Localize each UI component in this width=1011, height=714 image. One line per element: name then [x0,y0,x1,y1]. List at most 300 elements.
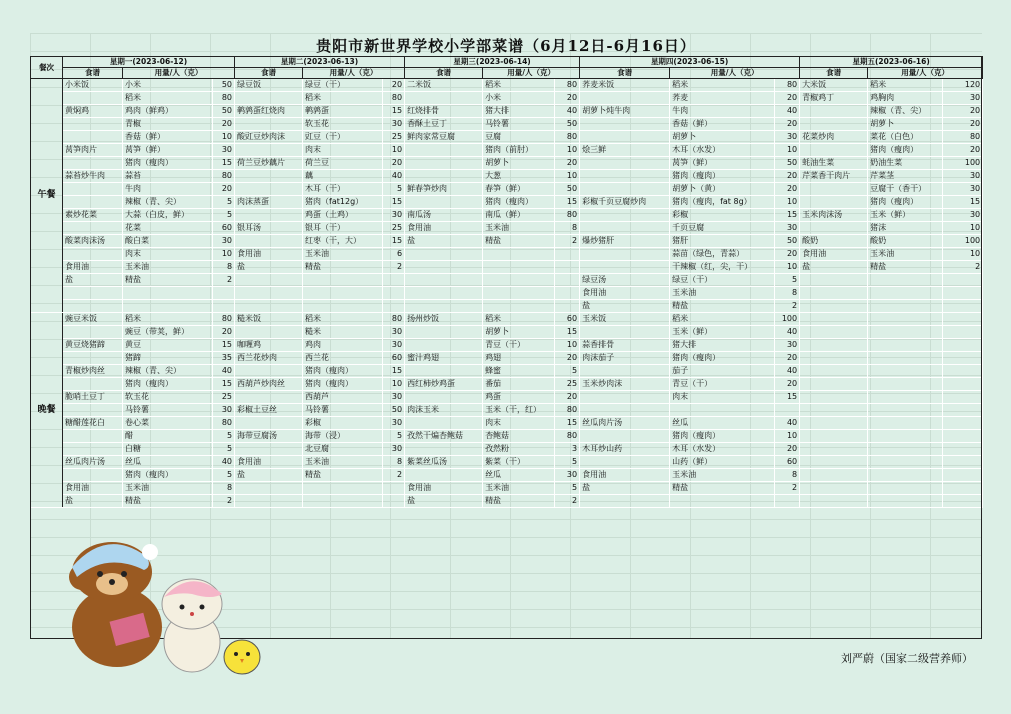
ingredient-name: 猪肉（前肘） [483,144,555,157]
ingredient-name: 银耳（干） [303,222,383,235]
table-row [31,170,983,183]
ingredient-name: 西兰花 [303,352,383,365]
ingredient-amount [943,456,983,469]
dish-name [63,300,123,313]
dish-name: 食用油 [580,469,670,482]
dish-name [235,287,303,300]
ingredient-name: 海带（浸） [303,430,383,443]
dish-name [63,196,123,209]
dish-name: 蚝油生菜 [800,157,868,170]
ingredient-name: 豆腐 [483,131,555,144]
dish-name [405,157,483,170]
dish-subheader: 食谱 [235,68,303,79]
ingredient-name: 玉米油 [483,222,555,235]
ingredient-amount: 2 [213,274,235,287]
ingredient-name: 小米 [123,79,213,92]
ingredient-name: 软玉花 [123,391,213,404]
dish-name [580,222,670,235]
ingredient-name: 马铃薯 [123,404,213,417]
ingredient-name: 芹菜茎 [868,170,943,183]
dish-name [580,391,670,404]
dish-name [235,118,303,131]
ingredient-name: 精盐 [483,495,555,508]
ingredient-amount: 40 [775,326,800,339]
dish-name: 食用油 [63,261,123,274]
ingredient-amount [943,417,983,430]
ingredient-amount: 40 [555,105,580,118]
dish-name: 盐 [405,495,483,508]
ingredient-name: 稻米 [868,79,943,92]
ingredient-name: 茄子 [670,365,775,378]
dish-name: 孜然干煸杏鲍菇 [405,430,483,443]
ingredient-amount: 15 [775,209,800,222]
meal-header: 餐次 [31,57,63,79]
dish-name: 蒜苔炒牛肉 [63,170,123,183]
table-row [31,261,983,274]
dish-name [63,469,123,482]
dish-name [800,456,868,469]
ingredient-name: 软玉花 [303,118,383,131]
ingredient-name: 猪肉（fat12g） [303,196,383,209]
ingredient-amount: 80 [383,313,405,326]
dish-subheader: 食谱 [800,68,868,79]
dish-name [235,365,303,378]
ingredient-amount [943,430,983,443]
dish-name [580,118,670,131]
dish-name [800,391,868,404]
dish-name [405,300,483,313]
ingredient-amount: 50 [213,105,235,118]
ingredient-name [483,300,555,313]
dish-name [800,339,868,352]
ingredient-amount: 5 [213,430,235,443]
dish-name [800,352,868,365]
dish-name: 食用油 [800,248,868,261]
ingredient-amount: 10 [943,248,983,261]
ingredient-amount: 5 [213,469,235,482]
ingredient-amount: 10 [213,248,235,261]
dish-name: 烩三鲜 [580,144,670,157]
ingredient-name: 胡萝卜 [868,118,943,131]
ingredient-amount: 30 [213,404,235,417]
ingredient-amount [383,300,405,313]
ingredient-name: 北豆腐 [303,443,383,456]
ingredient-name: 蒜苗（绿色，青蒜） [670,248,775,261]
bear-icon [69,542,162,667]
ingredient-amount: 2 [383,469,405,482]
ingredient-name [670,495,775,508]
ingredient-amount: 6 [383,248,405,261]
ingredient-amount: 10 [213,131,235,144]
ingredient-amount: 5 [383,183,405,196]
ingredient-name [868,274,943,287]
ingredient-name [868,404,943,417]
table-row [31,105,983,118]
ingredient-name [483,248,555,261]
dish-name [580,430,670,443]
ingredient-name [303,495,383,508]
ingredient-amount: 15 [943,196,983,209]
day-header-row [31,57,983,68]
ingredient-amount: 35 [213,352,235,365]
dish-name [580,326,670,339]
ingredient-amount: 80 [383,92,405,105]
dish-name [800,469,868,482]
dish-name [235,92,303,105]
ingredient-amount [213,300,235,313]
ingredient-amount: 15 [213,378,235,391]
ingredient-amount: 5 [555,482,580,495]
table-row [31,352,983,365]
ingredient-amount: 25 [383,222,405,235]
meal-label: 晚餐 [31,313,63,508]
table-row [31,339,983,352]
dish-name: 糖醋莲花白 [63,417,123,430]
ingredient-amount: 20 [775,183,800,196]
day-header-5: 星期五(2023-06-16) [800,57,983,68]
dish-subheader: 食谱 [63,68,123,79]
ingredient-amount: 10 [555,170,580,183]
dish-name [63,131,123,144]
ingredient-name: 肉末 [670,391,775,404]
dish-name: 彩椒土豆丝 [235,404,303,417]
ingredient-amount: 8 [383,456,405,469]
ingredient-name: 稻米 [483,79,555,92]
ingredient-amount: 30 [213,144,235,157]
ingredient-amount [555,261,580,274]
ingredient-amount: 30 [943,170,983,183]
dish-name [63,157,123,170]
dish-name [800,196,868,209]
dish-name: 蜜汁鸡翅 [405,352,483,365]
dish-name: 香酥土豆丁 [405,118,483,131]
ingredient-name: 猪肉（瘦肉） [868,144,943,157]
chick-icon [224,640,260,674]
ingredient-amount: 20 [555,352,580,365]
ingredient-name: 鸡肉 [303,339,383,352]
ingredient-name: 酸白菜 [123,235,213,248]
ingredient-name: 鸡蛋（土鸡） [303,209,383,222]
ingredient-name: 胡萝卜 [483,157,555,170]
ingredient-amount: 40 [383,170,405,183]
table-row [31,131,983,144]
ingredient-name: 荞麦 [670,92,775,105]
ingredient-name: 香菇（鲜） [670,118,775,131]
ingredient-amount: 15 [555,196,580,209]
ingredient-amount: 80 [213,313,235,326]
ingredient-amount: 8 [775,469,800,482]
ingredient-name [868,495,943,508]
ingredient-amount: 15 [213,157,235,170]
ingredient-name [483,261,555,274]
ingredient-amount: 20 [775,118,800,131]
dish-name [800,105,868,118]
dish-name: 彩椒千页豆腐炒肉 [580,196,670,209]
ingredient-name: 丝瓜 [483,469,555,482]
ingredient-amount [943,495,983,508]
dish-name: 肉沫蒸蛋 [235,196,303,209]
ingredient-name: 黄豆 [123,339,213,352]
ingredient-amount: 15 [383,105,405,118]
table-row [31,300,983,313]
ingredient-name: 干辣椒（红，尖，干） [670,261,775,274]
ingredient-amount: 30 [775,131,800,144]
dish-name: 鲜春笋炒肉 [405,183,483,196]
ingredient-amount [943,274,983,287]
ingredient-amount [213,287,235,300]
dish-name [580,183,670,196]
dish-name: 咖喱鸡 [235,339,303,352]
table-row [31,274,983,287]
ingredient-amount: 10 [555,339,580,352]
dish-name [580,157,670,170]
ingredient-amount [943,443,983,456]
ingredient-amount [775,495,800,508]
table-row [31,209,983,222]
dish-name [63,92,123,105]
dish-name: 酸奶 [800,235,868,248]
ingredient-amount: 2 [555,495,580,508]
ingredient-name: 稻米 [670,313,775,326]
ingredient-name [303,300,383,313]
dish-name: 鲜肉家常豆腐 [405,131,483,144]
ingredient-amount [943,391,983,404]
ingredient-name: 菜花（白色） [868,131,943,144]
ingredient-amount [943,287,983,300]
ingredient-subheader: 用量/人（克） [868,68,983,79]
ingredient-amount: 30 [943,209,983,222]
day-header-3: 星期三(2023-06-14) [405,57,580,68]
ingredient-amount: 20 [775,92,800,105]
ingredient-amount [943,404,983,417]
ingredient-name: 玉米（干，红） [483,404,555,417]
table-row [31,456,983,469]
ingredient-name: 精盐 [483,235,555,248]
dish-name: 青椒鸡丁 [800,92,868,105]
ingredient-amount [383,274,405,287]
dish-name [580,261,670,274]
ingredient-name: 西葫芦 [303,391,383,404]
ingredient-amount: 80 [213,170,235,183]
dish-name: 盐 [580,300,670,313]
ingredient-amount: 10 [555,144,580,157]
ingredient-name: 花菜 [123,222,213,235]
dish-name [235,144,303,157]
dish-name: 酸豇豆炒肉沫 [235,131,303,144]
ingredient-name [123,287,213,300]
dish-name: 爆炒猪肝 [580,235,670,248]
dish-name: 海带豆腐汤 [235,430,303,443]
dish-name [235,209,303,222]
ingredient-amount: 30 [775,339,800,352]
dish-name [63,326,123,339]
ingredient-name: 猪肝 [670,235,775,248]
ingredient-name: 青豆（干） [483,339,555,352]
ingredient-name: 猪肉（瘦肉） [123,378,213,391]
table-row [31,248,983,261]
table-row [31,183,983,196]
dish-name [405,248,483,261]
ingredient-amount: 80 [555,430,580,443]
ingredient-amount: 2 [213,495,235,508]
ingredient-name: 精盐 [303,469,383,482]
dish-name [800,326,868,339]
ingredient-amount [943,300,983,313]
ingredient-amount: 5 [213,209,235,222]
ingredient-amount: 20 [555,157,580,170]
ingredient-name: 猪肉（瘦肉） [123,157,213,170]
dish-name [405,417,483,430]
table-row [31,118,983,131]
ingredient-amount: 25 [383,131,405,144]
dish-name [235,300,303,313]
dish-name [63,287,123,300]
menu-table [30,56,983,508]
ingredient-subheader: 用量/人（克） [123,68,235,79]
ingredient-amount [555,300,580,313]
ingredient-name: 猪大排 [670,339,775,352]
dish-name [580,365,670,378]
ingredient-amount: 40 [775,417,800,430]
ingredient-name: 大蒜（白皮，鲜） [123,209,213,222]
ingredient-amount: 20 [943,105,983,118]
dish-name [405,326,483,339]
dish-name: 肉沫茄子 [580,352,670,365]
ingredient-amount: 50 [383,404,405,417]
ingredient-name: 肉末 [123,248,213,261]
ingredient-name: 辣椒（青、尖） [123,196,213,209]
ingredient-amount: 3 [555,443,580,456]
dish-name: 食用油 [580,287,670,300]
ingredient-name: 肉末 [303,144,383,157]
ingredient-amount: 40 [213,365,235,378]
ingredient-amount [943,378,983,391]
ingredient-amount: 20 [775,352,800,365]
dish-name: 丝瓜肉片汤 [63,456,123,469]
ingredient-amount: 20 [775,443,800,456]
ingredient-name: 精盐 [670,300,775,313]
dish-name: 绿豆汤 [580,274,670,287]
ingredient-name: 小米 [483,92,555,105]
ingredient-name: 杏鲍菇 [483,430,555,443]
ingredient-name: 玉米油 [483,482,555,495]
ingredient-name: 木耳（水发） [670,443,775,456]
ingredient-name [868,482,943,495]
ingredient-amount: 60 [775,456,800,469]
ingredient-amount: 5 [213,443,235,456]
day-header-4: 星期四(2023-06-15) [580,57,800,68]
ingredient-amount [383,287,405,300]
dish-name [405,443,483,456]
ingredient-amount: 20 [383,79,405,92]
ingredient-amount: 20 [943,118,983,131]
dish-name: 南瓜汤 [405,209,483,222]
dish-name [800,287,868,300]
ingredient-name: 精盐 [123,495,213,508]
dish-name [800,365,868,378]
ingredient-amount: 20 [213,183,235,196]
ingredient-amount [943,339,983,352]
ingredient-amount [943,469,983,482]
dish-name [405,196,483,209]
ingredient-amount: 30 [383,443,405,456]
ingredient-amount: 30 [383,209,405,222]
dish-name: 花菜炒肉 [800,131,868,144]
table-row [31,326,983,339]
ingredient-name [868,300,943,313]
table-row [31,92,983,105]
dish-name [580,209,670,222]
table-row [31,196,983,209]
ingredient-name: 猪肉（瘦肉） [303,365,383,378]
ingredient-name: 牛肉 [123,183,213,196]
ingredient-name: 稻米 [123,313,213,326]
ingredient-amount: 30 [383,391,405,404]
dish-name [405,274,483,287]
ingredient-name [483,287,555,300]
table-row [31,79,983,92]
dish-name: 食用油 [235,456,303,469]
ingredient-amount: 8 [555,222,580,235]
dish-name [405,261,483,274]
ingredient-name: 玉米（鲜） [868,209,943,222]
dish-name: 西葫芦炒肉丝 [235,378,303,391]
ingredient-name: 猪肉（瘦肉） [670,352,775,365]
dish-name [800,378,868,391]
ingredient-name: 玉米油 [123,482,213,495]
ingredient-name: 蜂蜜 [483,365,555,378]
dish-name [235,235,303,248]
dish-name [63,352,123,365]
ingredient-amount: 80 [555,404,580,417]
ingredient-name: 番茄 [483,378,555,391]
ingredient-amount: 10 [775,430,800,443]
ingredient-name: 肉末 [483,417,555,430]
ingredient-amount: 50 [775,157,800,170]
dish-name [235,391,303,404]
ingredient-name: 稻米 [303,92,383,105]
ingredient-amount: 5 [383,430,405,443]
ingredient-name: 胡萝卜 [670,131,775,144]
dish-name: 莴笋肉片 [63,144,123,157]
ingredient-name: 卷心菜 [123,417,213,430]
dish-name: 扬州炒饭 [405,313,483,326]
ingredient-amount: 10 [775,261,800,274]
ingredient-name: 豆腐干（香干） [868,183,943,196]
ingredient-name: 猪肉（瘦肉） [303,378,383,391]
ingredient-amount [943,313,983,326]
ingredient-amount [943,482,983,495]
table-row [31,287,983,300]
dish-name: 豌豆米饭 [63,313,123,326]
dish-name [63,183,123,196]
dish-name [580,248,670,261]
ingredient-name: 木耳（干） [303,183,383,196]
ingredient-amount: 20 [775,248,800,261]
table-row [31,404,983,417]
ingredient-name [868,365,943,378]
ingredient-name: 莴笋（鲜） [123,144,213,157]
dish-name [63,404,123,417]
dish-name [800,274,868,287]
ingredient-name: 辣椒（青、尖） [868,105,943,118]
dish-name [235,183,303,196]
ingredient-amount [775,404,800,417]
ingredient-name: 莴笋（鲜） [670,157,775,170]
dish-name: 黄焖鸡 [63,105,123,118]
ingredient-amount: 30 [555,469,580,482]
ingredient-amount: 100 [943,157,983,170]
